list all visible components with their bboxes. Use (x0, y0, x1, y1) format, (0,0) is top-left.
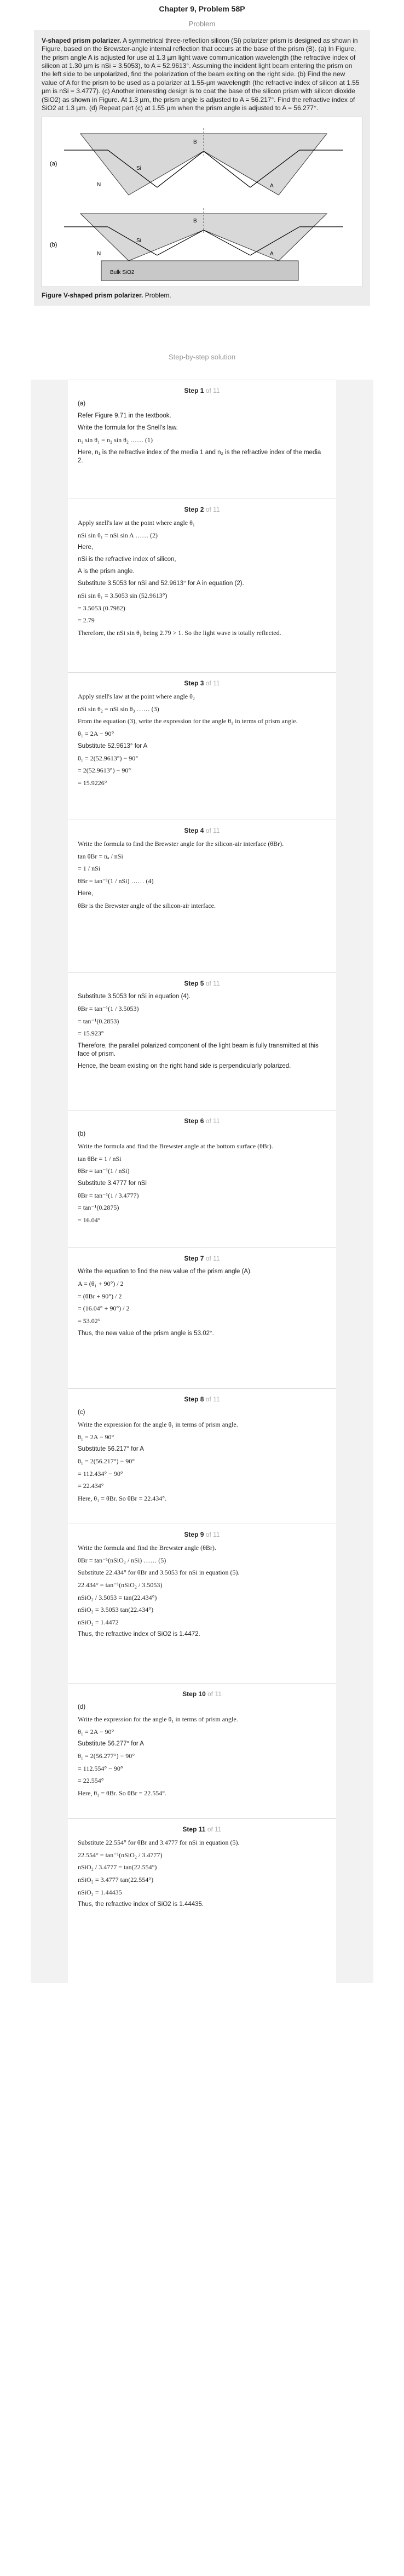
step-title: Step 5 of 11 (184, 980, 220, 988)
step-6 (68, 1110, 336, 1247)
step-line: Substitute 56.217° for A (78, 1446, 144, 1453)
step-line: A = (θ₁ + 90°) / 2 (78, 1280, 124, 1288)
angle-b-a: B (193, 139, 197, 146)
step-line: Apply snell's law at the point where angle θ₂ (78, 692, 195, 701)
si-label-a: Si (136, 165, 141, 172)
step-line: From the equation (3), write the expression for the angle θ₁ in terms of prism angle. (78, 717, 298, 725)
step-line: nSi sin θ₁ = 3.5053 sin (52.9613°) (78, 592, 168, 600)
step-7 (68, 1247, 336, 1388)
step-line: = 3.5053 (0.7982) (78, 604, 125, 612)
chapter-title: Chapter 9, Problem 58P (159, 4, 245, 13)
step-5 (68, 972, 336, 1110)
step-line: θ₁ = 2(52.9613°) − 90° (78, 754, 138, 762)
prism-b (80, 214, 327, 261)
step-8 (68, 1388, 336, 1524)
step-line: Thus, the refractive index of SiO2 is 1.4472. (78, 1631, 200, 1638)
si-label-b: Si (136, 238, 141, 244)
figure-caption: Figure V-shaped prism polarizer. Problem. (42, 291, 171, 300)
step-line: Substitute 3.5053 for nSi in equation (4). (78, 993, 191, 1000)
step-line: θ₁ = 2(56.277°) − 90° (78, 1752, 135, 1760)
step-line: Here, θ₁ = θBr. So θBr = 22.554°. (78, 1789, 167, 1798)
step-line: = 1 / nSi (78, 865, 101, 873)
step-title: Step 10 of 11 (182, 1690, 222, 1698)
step-1 (68, 380, 336, 499)
step-line: (c) (78, 1409, 85, 1416)
step-line: Therefore, the parallel polarized component of the light beam is fully transmitted at this face of prism. (78, 1042, 319, 1057)
step-line: Write the formula for the Snell's law. (78, 425, 178, 432)
step-line: Apply snell's law at the point where angle θ₁ (78, 519, 195, 527)
step-line: θBr = tan⁻¹(1 / nSi) …… (4) (78, 877, 154, 885)
step-line: = 2.79 (78, 616, 95, 625)
step-line: (b) (78, 1131, 86, 1138)
step-line: nSi sin θ₁ = nSi sin A …… (2) (78, 531, 158, 539)
step-line: nSiO₂ = 1.4472 (78, 1618, 119, 1626)
figure-label-a: (a) (50, 161, 57, 168)
step-line: A is the prism angle. (78, 568, 135, 575)
step-line: = (16.04° + 90°) / 2 (78, 1304, 130, 1313)
step-line: = 15.9226° (78, 778, 107, 787)
step-line: Hence, the beam existing on the right hand side is perpendicularly polarized. (78, 1062, 291, 1069)
step-line: tan θBr = nₐ / nSi (78, 852, 123, 860)
normal-label-b: N (97, 251, 101, 257)
step-line: = tan⁻¹(0.2875) (78, 1204, 119, 1212)
step-line: θ₁ = 2A − 90° (78, 1727, 114, 1736)
step-title: Step 1 of 11 (184, 387, 220, 395)
step-line: nSiO₂ / 3.5053 = tan(22.434°) (78, 1593, 157, 1601)
step-line: nSiO₂ = 3.5053 tan(22.434°) (78, 1606, 154, 1614)
step-line: Write the formula and find the Brewster angle (θBr). (78, 1544, 216, 1552)
step-title: Step 7 of 11 (184, 1255, 220, 1263)
step-line: Substitute 52.9613° for A (78, 742, 148, 749)
step-line: Thus, the refractive index of SiO2 is 1.44435. (78, 1901, 204, 1908)
sio2-label: Bulk SiO2 (110, 270, 135, 276)
step-line: Refer Figure 9.71 in the textbook. (78, 413, 171, 420)
step-line: Write the formula to find the Brewster angle for the silicon-air interface (θBr). (78, 840, 284, 848)
prism-diagram (42, 117, 363, 285)
step-line: Substitute 3.4777 for nSi (78, 1180, 147, 1187)
step-line: Therefore, the nSi sin θ₁ being 2.79 > 1. So the light wave is totally reflected. (78, 628, 281, 637)
step-line: Substitute 3.5053 for nSi and 52.9613° for A in equation (2). (78, 580, 244, 587)
step-line: θBr = tan⁻¹(nSiO₂ / nSi) …… (5) (78, 1556, 166, 1564)
problem-heading: Problem (188, 20, 216, 28)
step-line: θBr = tan⁻¹(1 / nSi) (78, 1167, 130, 1175)
step-line: Substitute 56.277° for A (78, 1741, 144, 1748)
steps-container (31, 380, 373, 1983)
normal-label-a: N (97, 182, 101, 188)
step-title: Step 4 of 11 (184, 827, 220, 835)
step-title: Step 8 of 11 (184, 1395, 220, 1404)
step-line: θBr is the Brewster angle of the silicon-air interface. (78, 901, 216, 909)
step-line: = 53.02° (78, 1316, 101, 1325)
angle-b-b: B (193, 218, 197, 225)
step-line: Write the formula and find the Brewster angle at the bottom surface (θBr). (78, 1142, 273, 1150)
step-title: Step 3 of 11 (184, 679, 220, 688)
step-line: Here, (78, 890, 94, 897)
step-line: Here, (78, 544, 94, 551)
problem-text: V-shaped prism polarizer. A symmetrical three-reflection silicon (Si) polarizer prism is designed as shown in Figure, based on the Brewster-angle internal reflection that occurs at the base of the prism (B). (a) In Figure, the prism angle A is adjusted for use at 1.3 µm light wave communication wavelength (the refractive index of silicon at 1.30 µm is nSi = 3.5053), to A = 52.9613°. Assuming the incident light beam entering the prism on the left side to be unpolarized, find the polarization of the beam exiting on the right side. (b) Find the new value of A for the prism to be used as a polarizer at 1.55-µm wavelength (the refractive index of silicon at 1.55 µm is nSi = 3.4777). (c) Another interesting design is to coat the base of the silicon prism with silicon dioxide (SiO2) as shown in Figure. At 1.3 µm, the prism angle is adjusted to A = 56.217°. Find the refractive index of SiO2 at 1.3 µm. (d) Repeat part (c) at 1.55 µm when the prism angle is adjusted to A = 56.277°. (42, 37, 360, 112)
step-line: 22.554° = tan⁻¹(nSiO₂ / 3.4777) (78, 1851, 163, 1859)
page-header (0, 0, 404, 28)
step-title: Step 9 of 11 (184, 1531, 220, 1539)
problem-panel (34, 30, 370, 306)
step-line: θ₁ = 2(56.217°) − 90° (78, 1457, 135, 1466)
step-11 (68, 1818, 336, 1983)
step-line: = 15.923° (78, 1029, 104, 1038)
step-2 (68, 499, 336, 672)
step-line: nSiO₂ = 3.4777 tan(22.554°) (78, 1876, 154, 1884)
step-line: = 2(52.9613°) − 90° (78, 766, 131, 775)
step-line: θ₁ = 2A − 90° (78, 730, 114, 738)
solution-heading: Step-by-step solution (168, 353, 236, 362)
step-line: = 16.04° (78, 1216, 101, 1224)
step-line: Here, n₁ is the refractive index of the media 1 and n₂ is the refractive index of the media 2. (78, 449, 321, 464)
step-line: = 22.434° (78, 1482, 104, 1490)
step-line: Write the equation to find the new value of the prism angle (A). (78, 1268, 252, 1275)
step-4 (68, 820, 336, 972)
step-line: = (θBr + 90°) / 2 (78, 1292, 122, 1300)
step-line: Write the expression for the angle θ₁ in terms of prism angle. (78, 1421, 238, 1429)
angle-a-b: A (270, 251, 274, 257)
step-line: Write the expression for the angle θ₁ in terms of prism angle. (78, 1715, 238, 1724)
step-line: = 112.554° − 90° (78, 1764, 123, 1772)
step-line: θBr = tan⁻¹(1 / 3.5053) (78, 1005, 139, 1013)
step-title: Step 2 of 11 (184, 506, 220, 514)
step-line: (a) (78, 400, 86, 408)
step-line: nSi is the refractive index of silicon, (78, 556, 176, 563)
step-line: θ₁ = 2A − 90° (78, 1433, 114, 1441)
step-line: tan θBr = 1 / nSi (78, 1154, 122, 1163)
step-line: θBr = tan⁻¹(1 / 3.4777) (78, 1191, 139, 1199)
step-line: (d) (78, 1704, 86, 1711)
step-title: Step 6 of 11 (184, 1117, 220, 1125)
step-line: 22.434° = tan⁻¹(nSiO₂ / 3.5053) (78, 1581, 163, 1589)
step-title: Step 11 of 11 (182, 1825, 222, 1834)
step-line: Here, θ₁ = θBr. So θBr = 22.434°. (78, 1495, 167, 1503)
figure (42, 117, 362, 287)
step-10 (68, 1683, 336, 1818)
step-line: Substitute 22.434° for θBr and 3.5053 for nSi in equation (5). (78, 1569, 240, 1577)
step-line: nSi sin θ₂ = nSi sin θ₃ …… (3) (78, 705, 159, 713)
step-line: nSiO₂ = 1.44435 (78, 1888, 122, 1896)
step-line: Substitute 22.554° for θBr and 3.4777 for nSi in equation (5). (78, 1839, 240, 1847)
step-line: Thus, the new value of the prism angle is 53.02°. (78, 1330, 214, 1337)
step-line: = 22.554° (78, 1777, 104, 1785)
step-line: nSiO₂ / 3.4777 = tan(22.554°) (78, 1863, 157, 1871)
step-line: n₁ sin θ₁ = n₂ sin θ₂ …… (1) (78, 436, 153, 444)
angle-a-a: A (270, 183, 274, 190)
step-line: = 112.434° − 90° (78, 1469, 123, 1478)
step-9 (68, 1524, 336, 1683)
step-3 (68, 672, 336, 820)
figure-label-b: (b) (50, 242, 57, 249)
step-line: = tan⁻¹(0.2853) (78, 1017, 119, 1025)
